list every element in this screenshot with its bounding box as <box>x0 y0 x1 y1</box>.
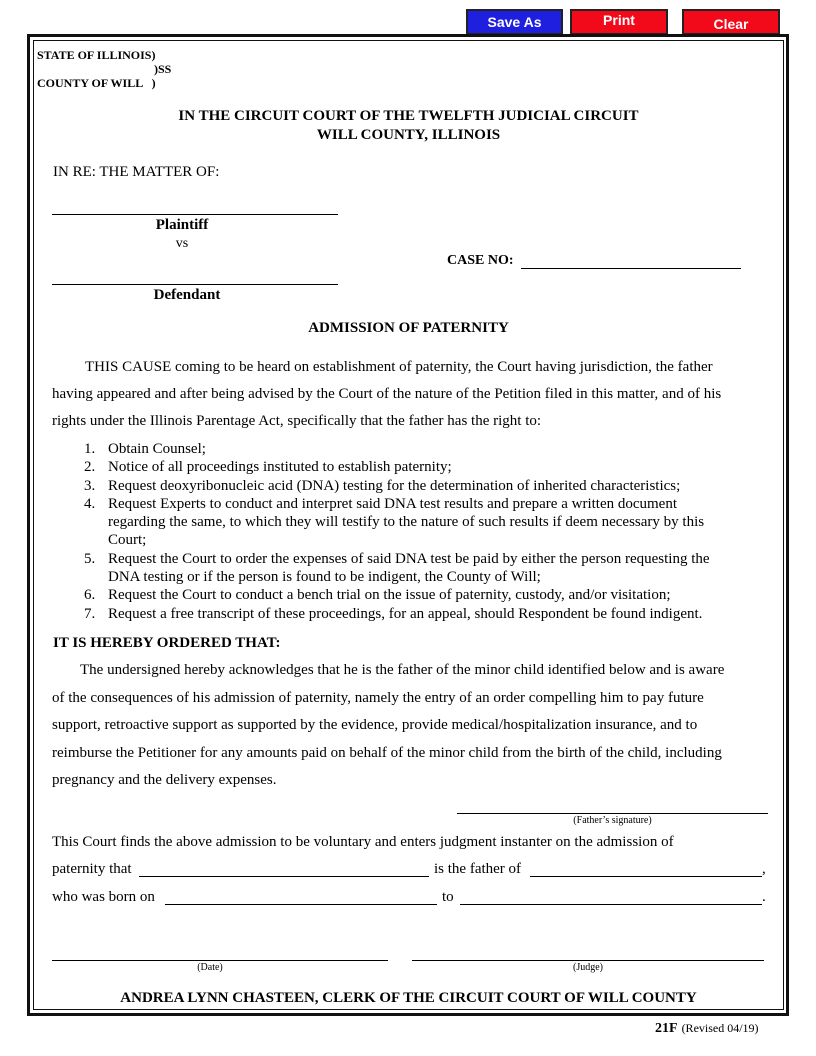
case-no-label: CASE NO: <box>447 253 514 268</box>
county-label: COUNTY OF WILL ) <box>37 76 156 90</box>
date-field[interactable] <box>52 944 388 961</box>
born-on-label: who was born on <box>52 889 155 905</box>
period-text: . <box>762 889 766 905</box>
list-item: 4. Request Experts to conduct and interpret said DNA test results and prepare a written document regarding the same, to which they will testify to the nature of such results if deem necessary by this Court; <box>84 495 705 549</box>
form-revision <box>655 1019 759 1037</box>
order-line-5: pregnancy and the delivery expenses. <box>52 772 277 788</box>
defendant-label: Defendant <box>153 287 221 303</box>
list-item: 7. Request a free transcript of these proceedings, for an appeal, should Respondent be found indigent. <box>84 605 703 622</box>
list-item: 3. Request deoxyribonucleic acid (DNA) testing for the determination of inherited characteristics; <box>84 477 681 494</box>
comma-text: , <box>762 861 766 877</box>
father-signature-label: (Father’s signature) <box>573 815 652 826</box>
order-line-4: reimburse the Petitioner for any amounts paid on behalf of the minor child from the birth of the child, including <box>52 745 722 761</box>
intro-line-3: rights under the Illinois Parentage Act, specifically that the father has the right to: <box>52 413 542 429</box>
order-line-3: support, retroactive support as supported by the evidence, provide medical/hospitalization insurance, and to <box>52 717 698 733</box>
birth-date-field[interactable] <box>165 888 437 905</box>
plaintiff-label: Plaintiff <box>155 217 209 233</box>
document-title: ADMISSION OF PATERNITY <box>308 320 509 336</box>
plaintiff-field[interactable] <box>52 198 338 215</box>
father-name-field[interactable] <box>139 860 429 877</box>
paternity-that-label: paternity that <box>52 861 132 877</box>
court-county: WILL COUNTY, ILLINOIS <box>316 127 501 143</box>
list-item: 6. Request the Court to conduct a bench trial on the issue of paternity, custody, and/or visitation; <box>84 587 671 604</box>
mother-name-field[interactable] <box>460 888 762 905</box>
save-as-button[interactable]: Save As <box>466 9 563 35</box>
clerk-name: ANDREA LYNN CHASTEEN, CLERK OF THE CIRCUIT COURT OF WILL COUNTY <box>120 990 697 1006</box>
form-number: 21F <box>655 1021 678 1036</box>
case-no-field[interactable] <box>521 252 741 269</box>
order-line-1: The undersigned hereby acknowledges that he is the father of the minor child identified below and is aware <box>80 662 725 678</box>
list-item: 2. Notice of all proceedings instituted to establish paternity; <box>84 459 452 476</box>
list-item: 5. Request the Court to order the expenses of said DNA test be paid by either the person requesting the DNA testing or if the person is found to be indigent, the County of Will; <box>84 550 710 586</box>
defendant-field[interactable] <box>52 268 338 285</box>
findings-line-1: This Court finds the above admission to be voluntary and enters judgment instanter on the admission of <box>52 834 674 850</box>
rights-list <box>52 440 772 623</box>
intro-line-2: having appeared and after being advised by the Court of the nature of the Petition filed in this matter, and of his <box>52 386 722 402</box>
state-label: STATE OF ILLINOIS) <box>37 48 156 62</box>
intro-line-1: THIS CAUSE coming to be heard on establishment of paternity, the Court having jurisdiction, the father <box>85 359 713 375</box>
clear-button[interactable]: Clear <box>682 9 780 35</box>
order-line-2: of the consequences of his admission of paternity, namely the entry of an order compelling him to pay future <box>52 690 704 706</box>
to-label: to <box>442 889 454 905</box>
child-name-field[interactable] <box>530 860 762 877</box>
print-button[interactable]: Print <box>570 9 668 35</box>
revised-date: (Revised 04/19) <box>681 1021 759 1035</box>
in-re-label: IN RE: THE MATTER OF: <box>53 164 220 180</box>
date-label: (Date) <box>197 962 223 973</box>
vs-label: vs <box>175 236 189 251</box>
father-signature-field[interactable] <box>457 797 768 814</box>
judge-label: (Judge) <box>573 962 603 973</box>
ss-label: )SS <box>154 62 172 76</box>
judge-signature-field[interactable] <box>412 944 764 961</box>
order-heading: IT IS HEREBY ORDERED THAT: <box>53 635 281 651</box>
court-title: IN THE CIRCUIT COURT OF THE TWELFTH JUDICIAL CIRCUIT <box>178 108 639 124</box>
list-item: 1. Obtain Counsel; <box>84 441 206 457</box>
is-father-of-label: is the father of <box>434 861 522 877</box>
